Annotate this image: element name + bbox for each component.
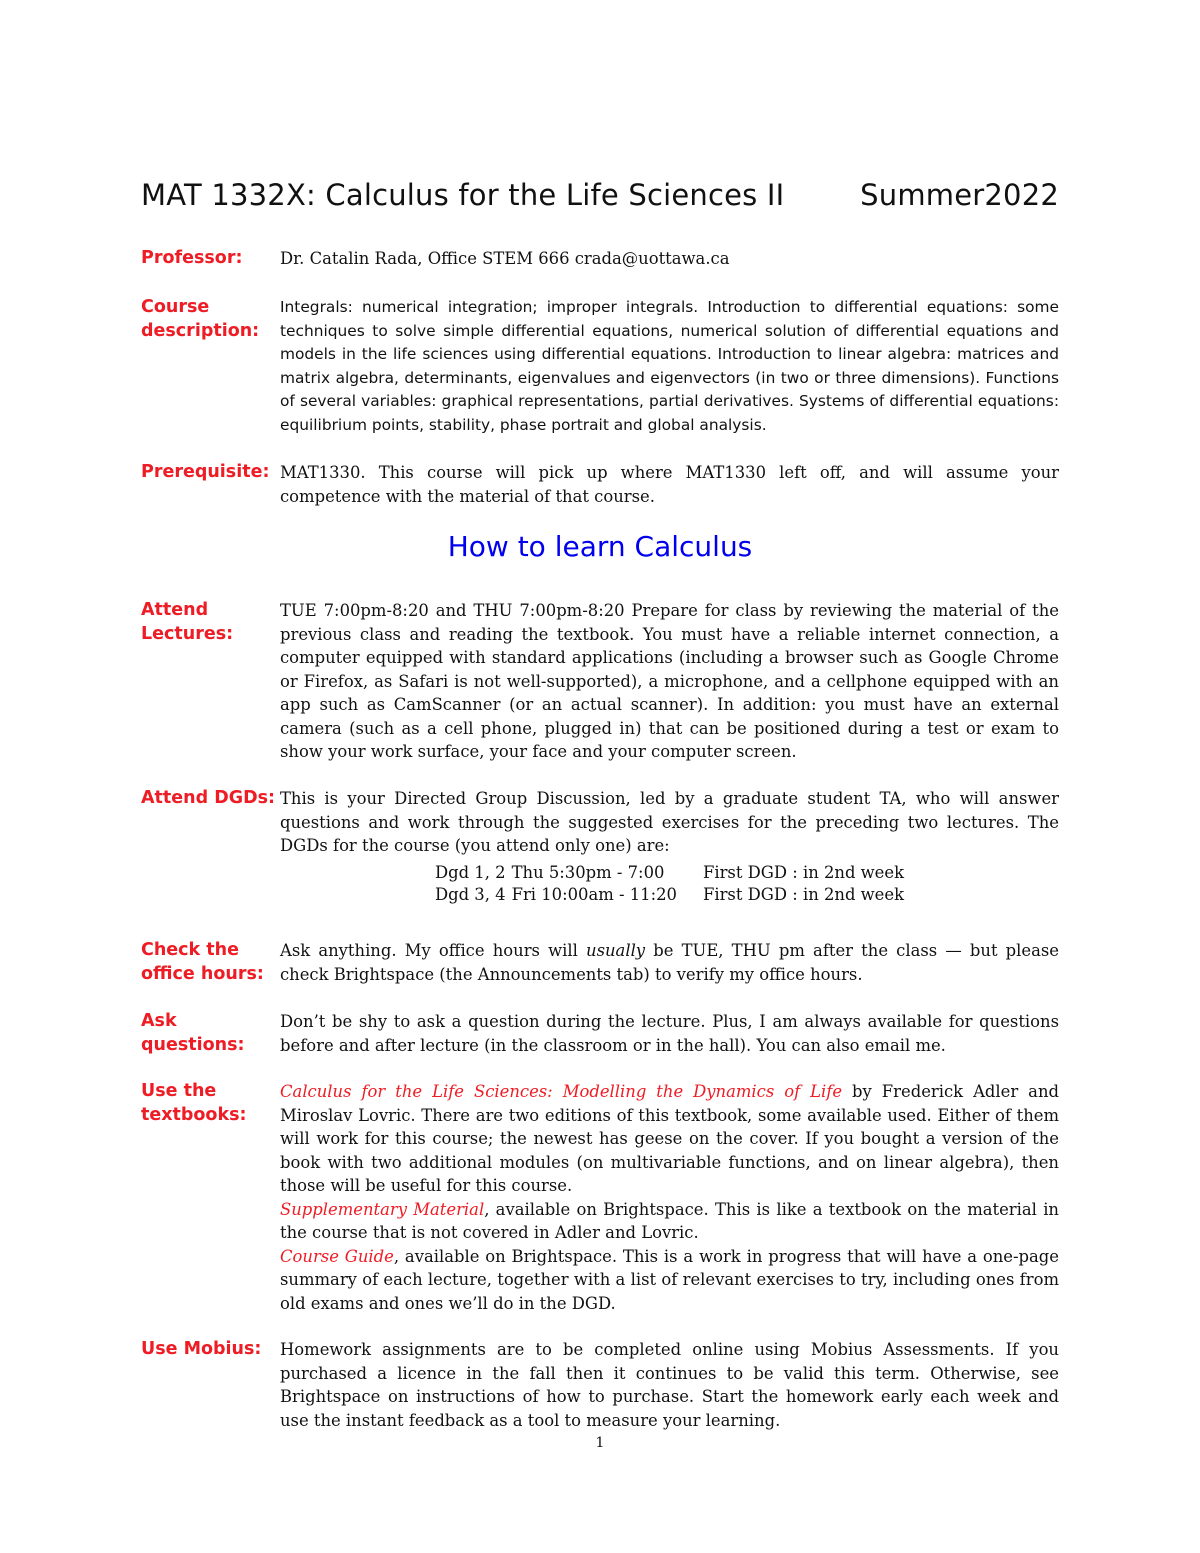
office-hours-label-line2: office hours: — [141, 963, 264, 984]
professor-section — [141, 247, 1059, 271]
professor-text: Dr. Catalin Rada, Office STEM 666 crada@uottawa.ca — [280, 249, 730, 268]
textbook-paragraph — [280, 1080, 1059, 1198]
attend-lectures-label-line2: Lectures: — [141, 623, 234, 644]
textbooks-label-line1: Use the — [141, 1081, 217, 1101]
mobius-text: Homework assignments are to be completed online using Mobius Assessments. If you purchased a licence in the fall then it continues to be valid this term. Otherwise, see Brightspace on instructions of how to purchase. Start the homework early each week and use the instant feedback as a tool to measure your learning. — [280, 1340, 1059, 1430]
prerequisite-label: Prerequisite: — [141, 462, 270, 482]
course-guide-paragraph — [280, 1245, 1059, 1316]
course-guide-text: , available on Brightspace. This is a work in progress that will have a one-page summary of each lecture, together with a list of relevant exercises to try, including ones from old exams and ones we’ll do in the DGD. — [280, 1246, 1059, 1313]
course-title: MAT 1332X: Calculus for the Life Sciences II — [141, 178, 785, 212]
textbooks-label-line2: textbooks: — [141, 1104, 247, 1125]
textbook-title: Calculus for the Life Sciences: Modelling the Dynamics of Life — [280, 1082, 843, 1101]
attend-dgds-label: Attend DGDs: — [141, 788, 276, 808]
mobius-label: Use Mobius: — [141, 1339, 262, 1359]
office-hours-text-after: be TUE, THU pm after the class — but please check Brightspace (the Announcements tab) to verify my office hours. — [280, 941, 1060, 984]
textbook-text: by Frederick Adler and Miroslav Lovric. There are two editions of this textbook, some available used. Either of them will work for this course; the newest has geese on the cover. If you bought a version of the book with two additional modules (on multivariable functions, and on linear algebra), then those will be useful for this course. — [280, 1082, 1060, 1195]
attend-lectures-text: TUE 7:00pm-8:20 and THU 7:00pm-8:20 Prepare for class by reviewing the material of the previous class and reading the textbook. You must have a reliable internet connection, a computer equipped with standard applications (including a browser such as Google Chrome or Firefox, as Safari is not well-supported), a microphone, and a cellphone equipped with an app such as CamScanner (or an actual scanner). In addition: you must have an external camera (such as a cell phone, plugged in) that can be positioned during a test or exam to show your work surface, your face and your computer screen. — [280, 601, 1059, 761]
attend-dgds-body — [280, 787, 1059, 907]
prerequisite-section — [141, 461, 1059, 508]
course-guide-title: Course Guide — [280, 1246, 394, 1266]
page-number: 1 — [595, 1435, 605, 1451]
dgd-group: Dgd 1, 2 — [434, 862, 506, 882]
supplementary-text: , available on Brightspace. This is like a textbook on the material in the course that is not covered in Adler and Lovric. — [280, 1199, 1059, 1242]
supplementary-title: Supplementary Material — [280, 1199, 485, 1219]
course-description-label-line1: Course — [141, 297, 210, 317]
prerequisite-text: MAT1330. This course will pick up where MAT1330 left off, and will assume your competence with the material of that course. — [280, 463, 1059, 506]
course-description-text: Integrals: numerical integration; improper integrals. Introduction to differential equations: some techniques to solve simple differential equations, numerical solution of differential equations and models in the life sciences using differential equations. Introduction to linear algebra: matrices and matrix algebra, determinants, eigenvalues and eigenvectors (in two or three dimensions). Functions of several variables: graphical representations, partial derivatives. Systems of differential equations: equilibrium points, stability, phase portrait and global analysis. — [280, 298, 1059, 434]
dgd-time: Fri 10:00am - 11:20 — [511, 885, 677, 904]
office-hours-text-before: Ask anything. My office hours will — [280, 941, 587, 960]
textbooks-section — [141, 1080, 1059, 1315]
section-heading: How to learn Calculus — [447, 530, 753, 563]
course-description-section — [141, 296, 1059, 437]
ask-questions-text: Don’t be shy to ask a question during the lecture. Plus, I am always available for questions before and after lecture (in the classroom or in the hall). You can also email me. — [280, 1012, 1059, 1055]
table-row — [429, 862, 910, 885]
office-hours-text — [280, 939, 1059, 986]
office-hours-label — [141, 939, 280, 986]
dgd-time: Thu 5:30pm - 7:00 — [511, 862, 665, 882]
ask-questions-label: Ask questions: — [141, 1011, 245, 1055]
table-row — [429, 884, 910, 907]
dgd-group: Dgd 3, 4 — [434, 885, 506, 904]
title-row — [141, 178, 1059, 212]
office-hours-label-line1: Check the — [141, 940, 239, 960]
supplementary-paragraph — [280, 1198, 1059, 1245]
professor-label: Professor: — [141, 248, 243, 268]
course-description-label-line2: description: — [141, 320, 260, 341]
office-hours-emphasis: usually — [586, 941, 646, 960]
dgd-first-week: First DGD : in 2nd week — [702, 862, 905, 882]
office-hours-section — [141, 939, 1059, 986]
course-description-label — [141, 296, 280, 437]
textbooks-body — [280, 1080, 1059, 1315]
attend-dgds-section — [141, 787, 1059, 907]
attend-lectures-section — [141, 599, 1059, 764]
dgd-first-week: First DGD : in 2nd week — [702, 885, 905, 904]
attend-lectures-label — [141, 599, 280, 764]
textbooks-label — [141, 1080, 280, 1315]
term-label: Summer2022 — [860, 178, 1059, 212]
dgd-schedule-table — [280, 862, 1059, 907]
attend-lectures-label-line1: Attend — [141, 600, 209, 620]
attend-dgds-text: This is your Directed Group Discussion, led by a graduate student TA, who will answer questions and work through the suggested exercises for the preceding two lectures. The DGDs for the course (you attend only one) are: — [280, 789, 1059, 855]
mobius-section — [141, 1338, 1059, 1432]
ask-questions-section — [141, 1010, 1059, 1057]
